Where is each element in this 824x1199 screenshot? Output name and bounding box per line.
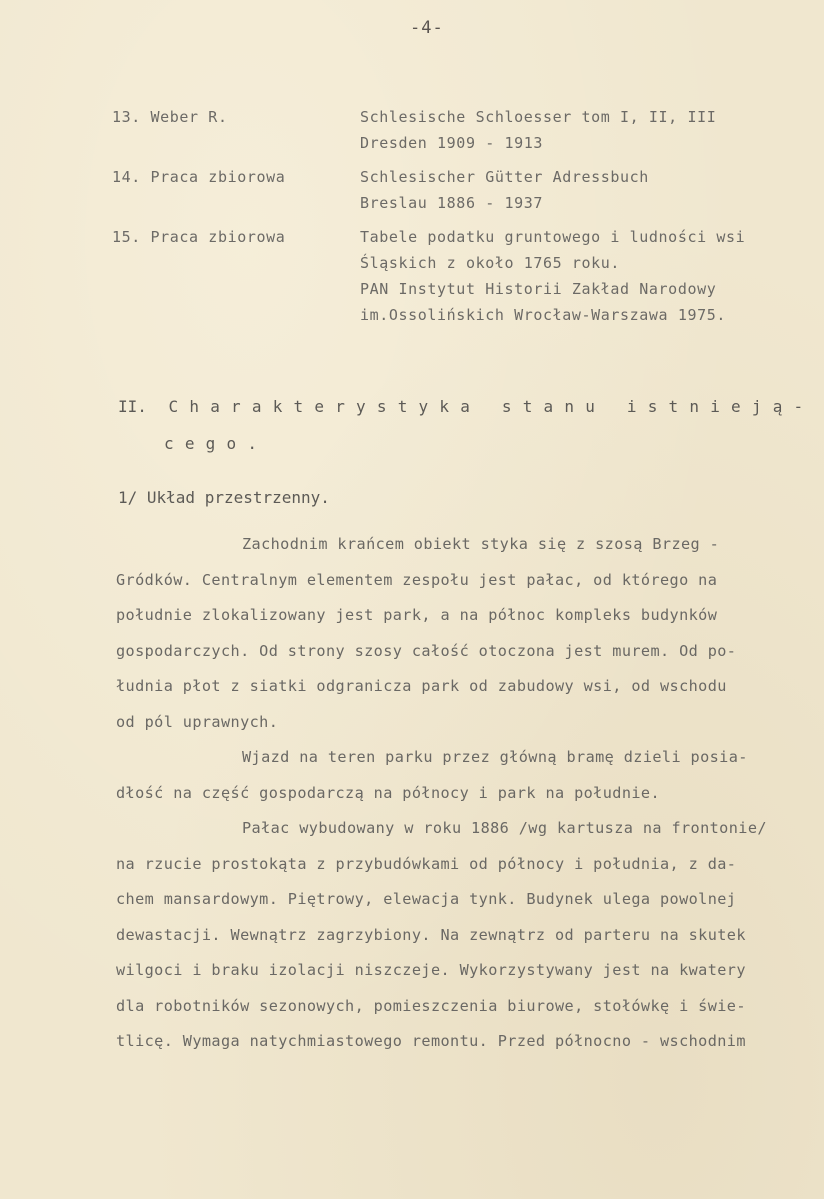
reference-line: im.Ossolińskich Wrocław-Warszawa 1975. <box>360 306 726 324</box>
text-line: dewastacji. Wewnątrz zagrzybiony. Na zewnątrz od parteru na skutek <box>116 925 746 944</box>
paragraph <box>116 811 767 1060</box>
text-line: południe zlokalizowany jest park, a na północ kompleks budynków <box>116 606 718 624</box>
reference-line: Tabele podatku gruntowego i ludności wsi <box>360 228 746 246</box>
text-line: wilgoci i braku izolacji niszczeje. Wykorzystywany jest na kwatery <box>116 961 746 979</box>
reference-line: Śląskich z około 1765 roku. <box>360 254 621 272</box>
text-line: Pałac wybudowany w roku 1886 /wg kartusza na frontonie/ <box>242 819 767 837</box>
text-line: łudnia płot z siatki odgranicza park od zabudowy wsi, od wschodu <box>116 677 727 695</box>
text-line: od pól uprawnych. <box>116 712 279 731</box>
subsection-heading: 1/ Układ przestrzenny. <box>118 488 330 507</box>
paragraph <box>116 740 748 811</box>
section-title-line1: Charakterystyka stanu istnieją- <box>168 397 815 416</box>
reference-line: PAN Instytut Historii Zakład Narodowy <box>360 280 717 298</box>
text-line: gospodarczych. Od strony szosy całość otoczona jest murem. Od po- <box>116 641 737 660</box>
text-line: chem mansardowym. Piętrowy, elewacja tynk. Budynek ulega powolnej <box>116 890 737 908</box>
reference-line: Schlesischer Gütter Adressbuch <box>360 168 649 186</box>
text-line: dłość na część gospodarczą na północy i park na południe. <box>116 783 660 802</box>
reference-details <box>360 164 649 216</box>
text-line: tlicę. Wymaga natychmiastowego remontu. Przed północno - wschodnim <box>116 1032 746 1050</box>
reference-details <box>360 104 716 156</box>
reference-author: 15. Praca zbiorowa <box>112 228 286 246</box>
section-number: II. <box>118 397 147 416</box>
reference-details <box>360 224 745 328</box>
reference-author: 13. Weber R. <box>112 108 228 126</box>
reference-line: Schlesische Schloesser tom I, II, III <box>360 108 717 126</box>
text-line: Wjazd na teren parku przez główną bramę dzieli posia- <box>242 748 748 766</box>
paragraph <box>116 527 736 740</box>
text-line: Gródków. Centralnym elementem zespołu jest pałac, od którego na <box>116 570 718 589</box>
reference-line: Dresden 1909 - 1913 <box>360 134 543 152</box>
reference-line: Breslau 1886 - 1937 <box>360 194 543 212</box>
reference-author: 14. Praca zbiorowa <box>112 168 286 186</box>
text-line: Zachodnim krańcem obiekt styka się z szosą Brzeg - <box>242 535 720 553</box>
section-title-line2: cego. <box>164 434 269 453</box>
text-line: dla robotników sezonowych, pomieszczenia biurowe, stołówkę i świe- <box>116 996 746 1015</box>
section-heading <box>118 388 815 453</box>
page-number: -4- <box>410 18 444 38</box>
text-line: na rzucie prostokąta z przybudówkami od północy i południa, z da- <box>116 854 737 873</box>
